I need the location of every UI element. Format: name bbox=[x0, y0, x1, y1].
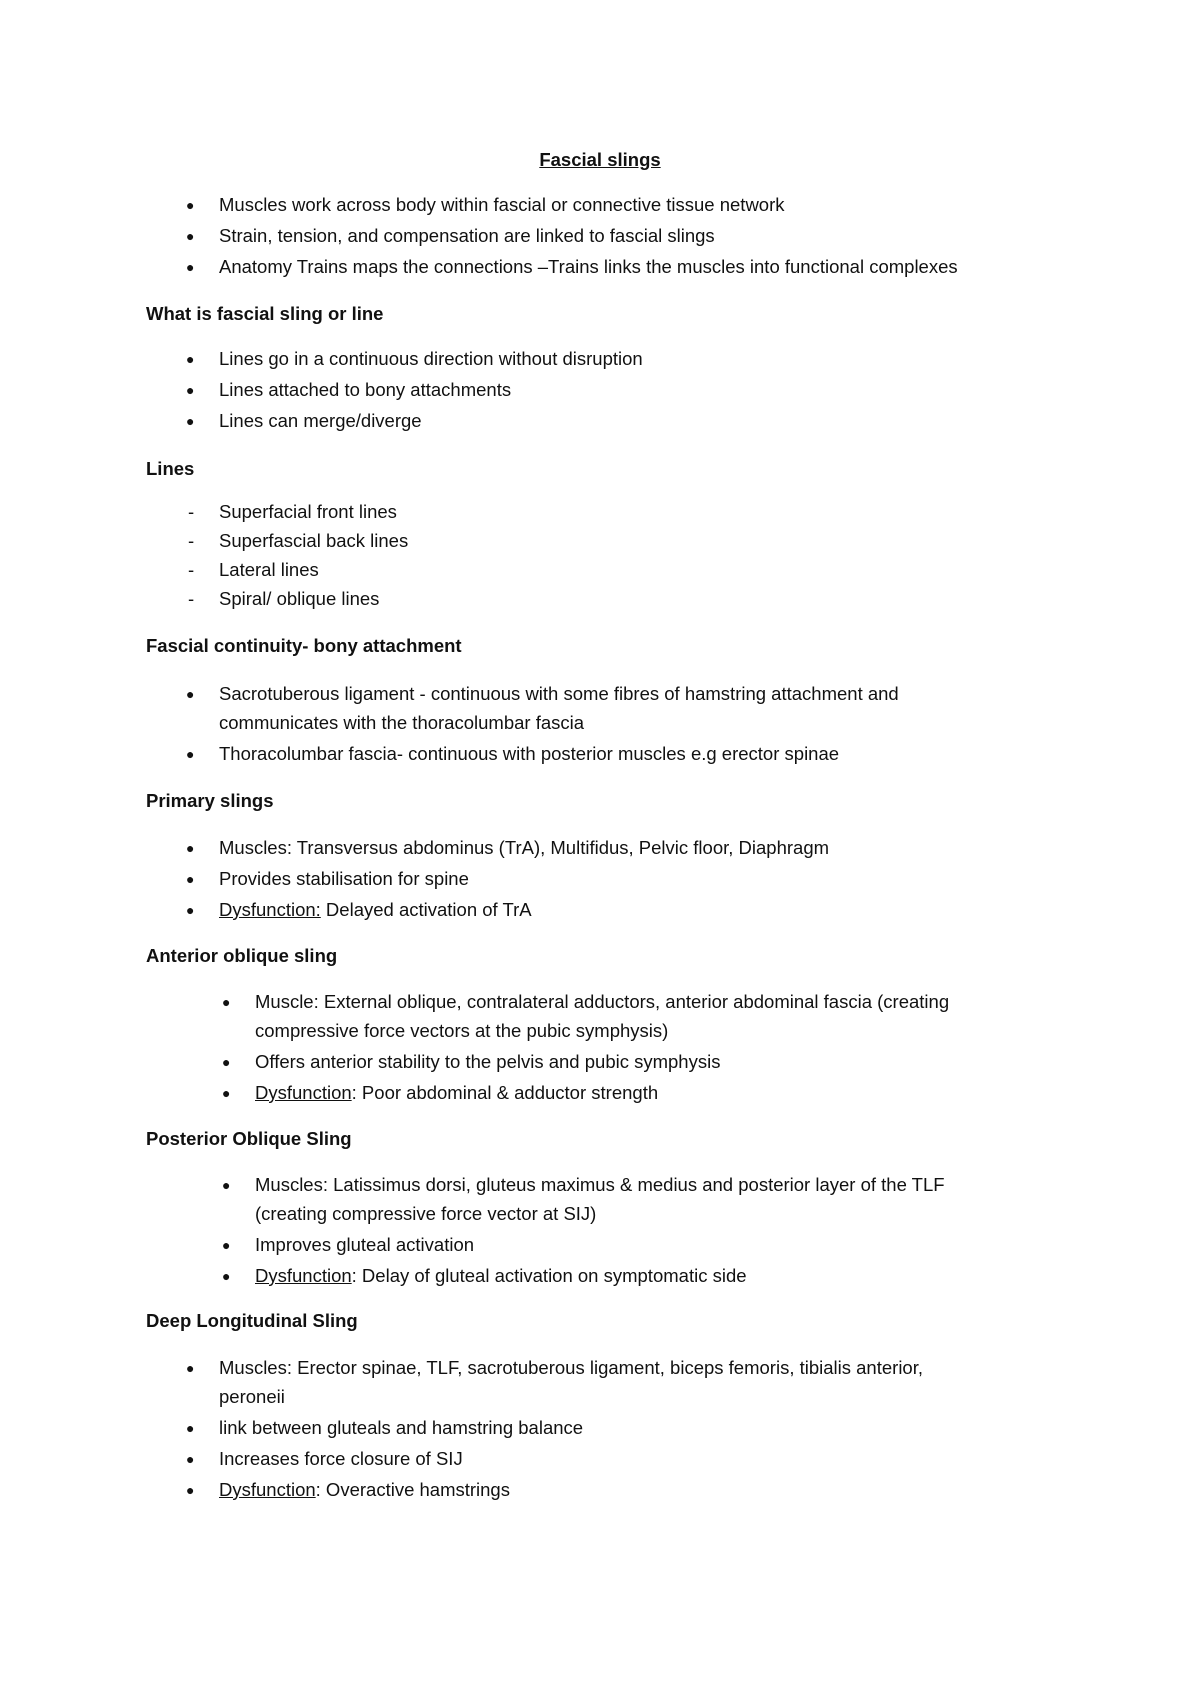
list-item: Lines go in a continuous direction without disruption bbox=[219, 348, 643, 369]
list-item: Sacrotuberous ligament - continuous with some fibres of hamstring attachment and bbox=[219, 683, 899, 704]
dysfunction-text: : Poor abdominal & adductor strength bbox=[351, 1082, 659, 1103]
list-item: Lines can merge/diverge bbox=[219, 410, 422, 431]
bullet-icon: ● bbox=[186, 413, 195, 429]
list-item: Lateral lines bbox=[219, 559, 319, 580]
list-item: Offers anterior stability to the pelvis and pubic symphysis bbox=[255, 1051, 721, 1072]
section-heading: What is fascial sling or line bbox=[146, 303, 384, 324]
list-item-dysfunction bbox=[219, 895, 532, 925]
list-item: link between gluteals and hamstring balance bbox=[219, 1417, 584, 1438]
dysfunction-label: Dysfunction: bbox=[219, 899, 321, 920]
list-item: Muscle: External oblique, contralateral adductors, anterior abdominal fascia (creating bbox=[255, 991, 950, 1012]
list-item-continuation: (creating compressive force vector at SIJ) bbox=[255, 1203, 597, 1224]
dysfunction-text: : Overactive hamstrings bbox=[315, 1479, 510, 1500]
section-heading: Anterior oblique sling bbox=[146, 945, 338, 966]
list-item: Thoracolumbar fascia- continuous with posterior muscles e.g erector spinae bbox=[219, 743, 840, 764]
list-item: Muscles work across body within fascial or connective tissue network bbox=[219, 194, 785, 215]
list-item: Anatomy Trains maps the connections –Trains links the muscles into functional complexes bbox=[219, 256, 958, 277]
list-item: Muscles: Transversus abdominus (TrA), Multifidus, Pelvic floor, Diaphragm bbox=[219, 837, 830, 858]
list-item: Increases force closure of SIJ bbox=[219, 1448, 463, 1469]
bullet-icon: ● bbox=[186, 1451, 195, 1467]
dysfunction-text: Delayed activation of TrA bbox=[320, 899, 532, 920]
bullet-icon: ● bbox=[222, 1054, 231, 1070]
list-item: Strain, tension, and compensation are linked to fascial slings bbox=[219, 225, 715, 246]
bullet-icon: ● bbox=[186, 259, 195, 275]
list-item-dysfunction bbox=[255, 1078, 658, 1108]
bullet-icon: ● bbox=[222, 1268, 231, 1284]
dash-marker: - bbox=[188, 559, 195, 580]
list-item-continuation: compressive force vectors at the pubic symphysis) bbox=[255, 1020, 669, 1041]
bullet-icon: ● bbox=[186, 686, 195, 702]
list-item: Spiral/ oblique lines bbox=[219, 588, 380, 609]
list-item-continuation: peroneii bbox=[219, 1386, 285, 1407]
dash-marker: - bbox=[188, 501, 195, 522]
list-item-continuation: communicates with the thoracolumbar fascia bbox=[219, 712, 585, 733]
bullet-icon: ● bbox=[222, 1237, 231, 1253]
list-item: Superfascial back lines bbox=[219, 530, 409, 551]
dysfunction-label: Dysfunction bbox=[219, 1479, 316, 1500]
section-heading: Primary slings bbox=[146, 790, 274, 811]
dash-marker: - bbox=[188, 530, 195, 551]
bullet-icon: ● bbox=[186, 871, 195, 887]
section-heading: Lines bbox=[146, 458, 195, 479]
bullet-icon: ● bbox=[222, 994, 231, 1010]
list-item-dysfunction bbox=[219, 1475, 510, 1505]
section-heading: Posterior Oblique Sling bbox=[146, 1128, 352, 1149]
list-item-dysfunction bbox=[255, 1261, 747, 1291]
section-heading: Fascial continuity- bony attachment bbox=[146, 635, 462, 656]
bullet-icon: ● bbox=[186, 1482, 195, 1498]
dysfunction-label: Dysfunction bbox=[255, 1082, 352, 1103]
list-item: Lines attached to bony attachments bbox=[219, 379, 512, 400]
bullet-icon: ● bbox=[186, 902, 195, 918]
bullet-icon: ● bbox=[186, 197, 195, 213]
list-item: Improves gluteal activation bbox=[255, 1234, 475, 1255]
dysfunction-label: Dysfunction bbox=[255, 1265, 352, 1286]
page-title: Fascial slings bbox=[539, 149, 661, 170]
bullet-icon: ● bbox=[186, 351, 195, 367]
bullet-icon: ● bbox=[186, 746, 195, 762]
list-item: Muscles: Erector spinae, TLF, sacrotuberous ligament, biceps femoris, tibialis anterior, bbox=[219, 1357, 923, 1378]
bullet-icon: ● bbox=[186, 840, 195, 856]
dysfunction-text: : Delay of gluteal activation on symptomatic side bbox=[351, 1265, 747, 1286]
bullet-icon: ● bbox=[186, 1360, 195, 1376]
list-item: Provides stabilisation for spine bbox=[219, 868, 469, 889]
dash-marker: - bbox=[188, 588, 195, 609]
bullet-icon: ● bbox=[186, 1420, 195, 1436]
list-item: Muscles: Latissimus dorsi, gluteus maximus & medius and posterior layer of the TLF bbox=[255, 1174, 945, 1195]
bullet-icon: ● bbox=[186, 382, 195, 398]
bullet-icon: ● bbox=[222, 1177, 231, 1193]
section-heading: Deep Longitudinal Sling bbox=[146, 1310, 358, 1331]
bullet-icon: ● bbox=[186, 228, 195, 244]
list-item: Superfacial front lines bbox=[219, 501, 397, 522]
bullet-icon: ● bbox=[222, 1085, 231, 1101]
